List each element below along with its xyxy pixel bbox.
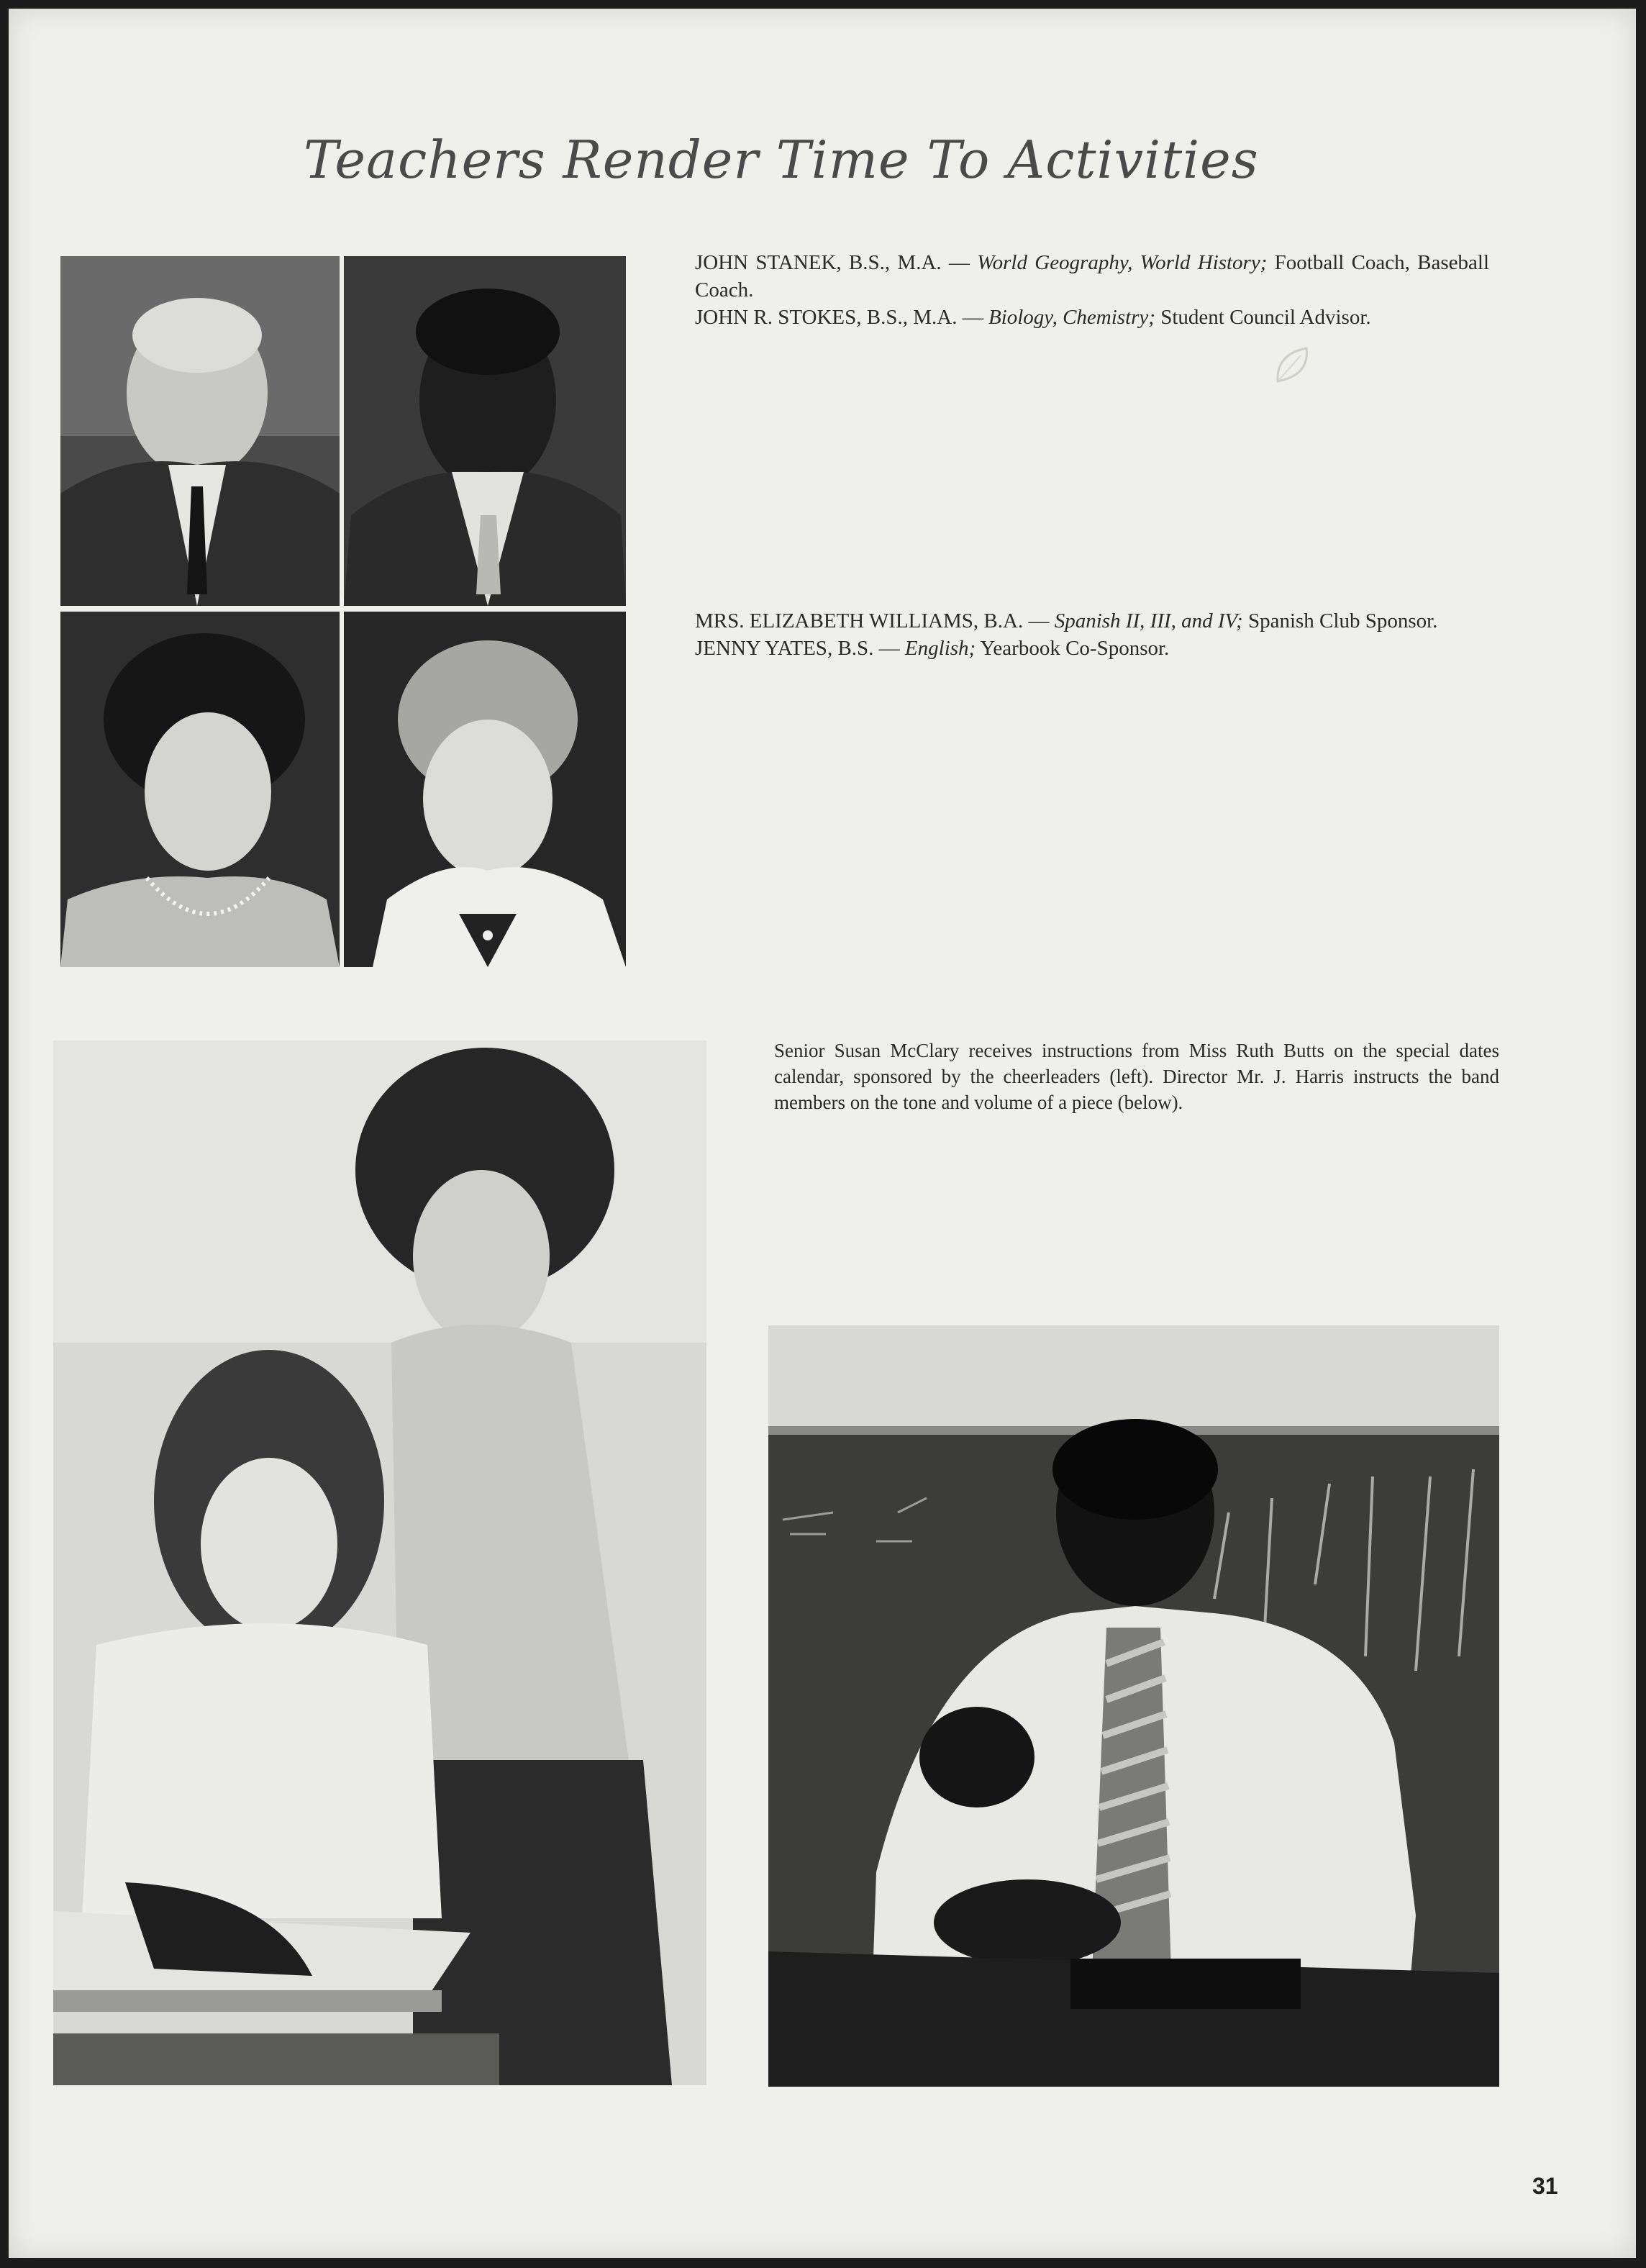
caption-stokes: JOHN R. STOKES, B.S., M.A. — Biology, Chemistry; Student Council Advisor. — [695, 306, 1371, 329]
photo-band-director — [768, 1325, 1499, 2087]
caption-stanek-stokes — [695, 249, 1489, 331]
caption-stanek: JOHN STANEK, B.S., M.A. — World Geography, World History; Football Coach, Baseball Coach. — [695, 251, 1490, 301]
portrait-elizabeth-williams — [60, 612, 340, 967]
leaf-icon — [1273, 344, 1311, 386]
page-title: Teachers Render Time To Activities — [304, 130, 1259, 190]
portrait-john-stokes — [344, 256, 626, 606]
caption-williams: MRS. ELIZABETH WILLIAMS, B.A. — Spanish II, III, and IV; Spanish Club Sponsor. — [695, 609, 1438, 632]
caption-yates: JENNY YATES, B.S. — English; Yearbook Co-Sponsor. — [695, 637, 1170, 660]
portrait-john-stanek — [60, 256, 340, 606]
yearbook-page — [9, 9, 1636, 2258]
activity-caption: Senior Susan McClary receives instructions from Miss Ruth Butts on the special dates calendar, sponsored by the cheerleaders (left). Director Mr. J. Harris instructs the band members on the tone and volume of a piece (below). — [774, 1040, 1499, 1113]
photo-teacher-and-student — [53, 1040, 706, 2085]
portrait-jenny-yates — [344, 612, 626, 967]
page-number: 31 — [1532, 2173, 1558, 2199]
caption-williams-yates — [695, 607, 1489, 662]
